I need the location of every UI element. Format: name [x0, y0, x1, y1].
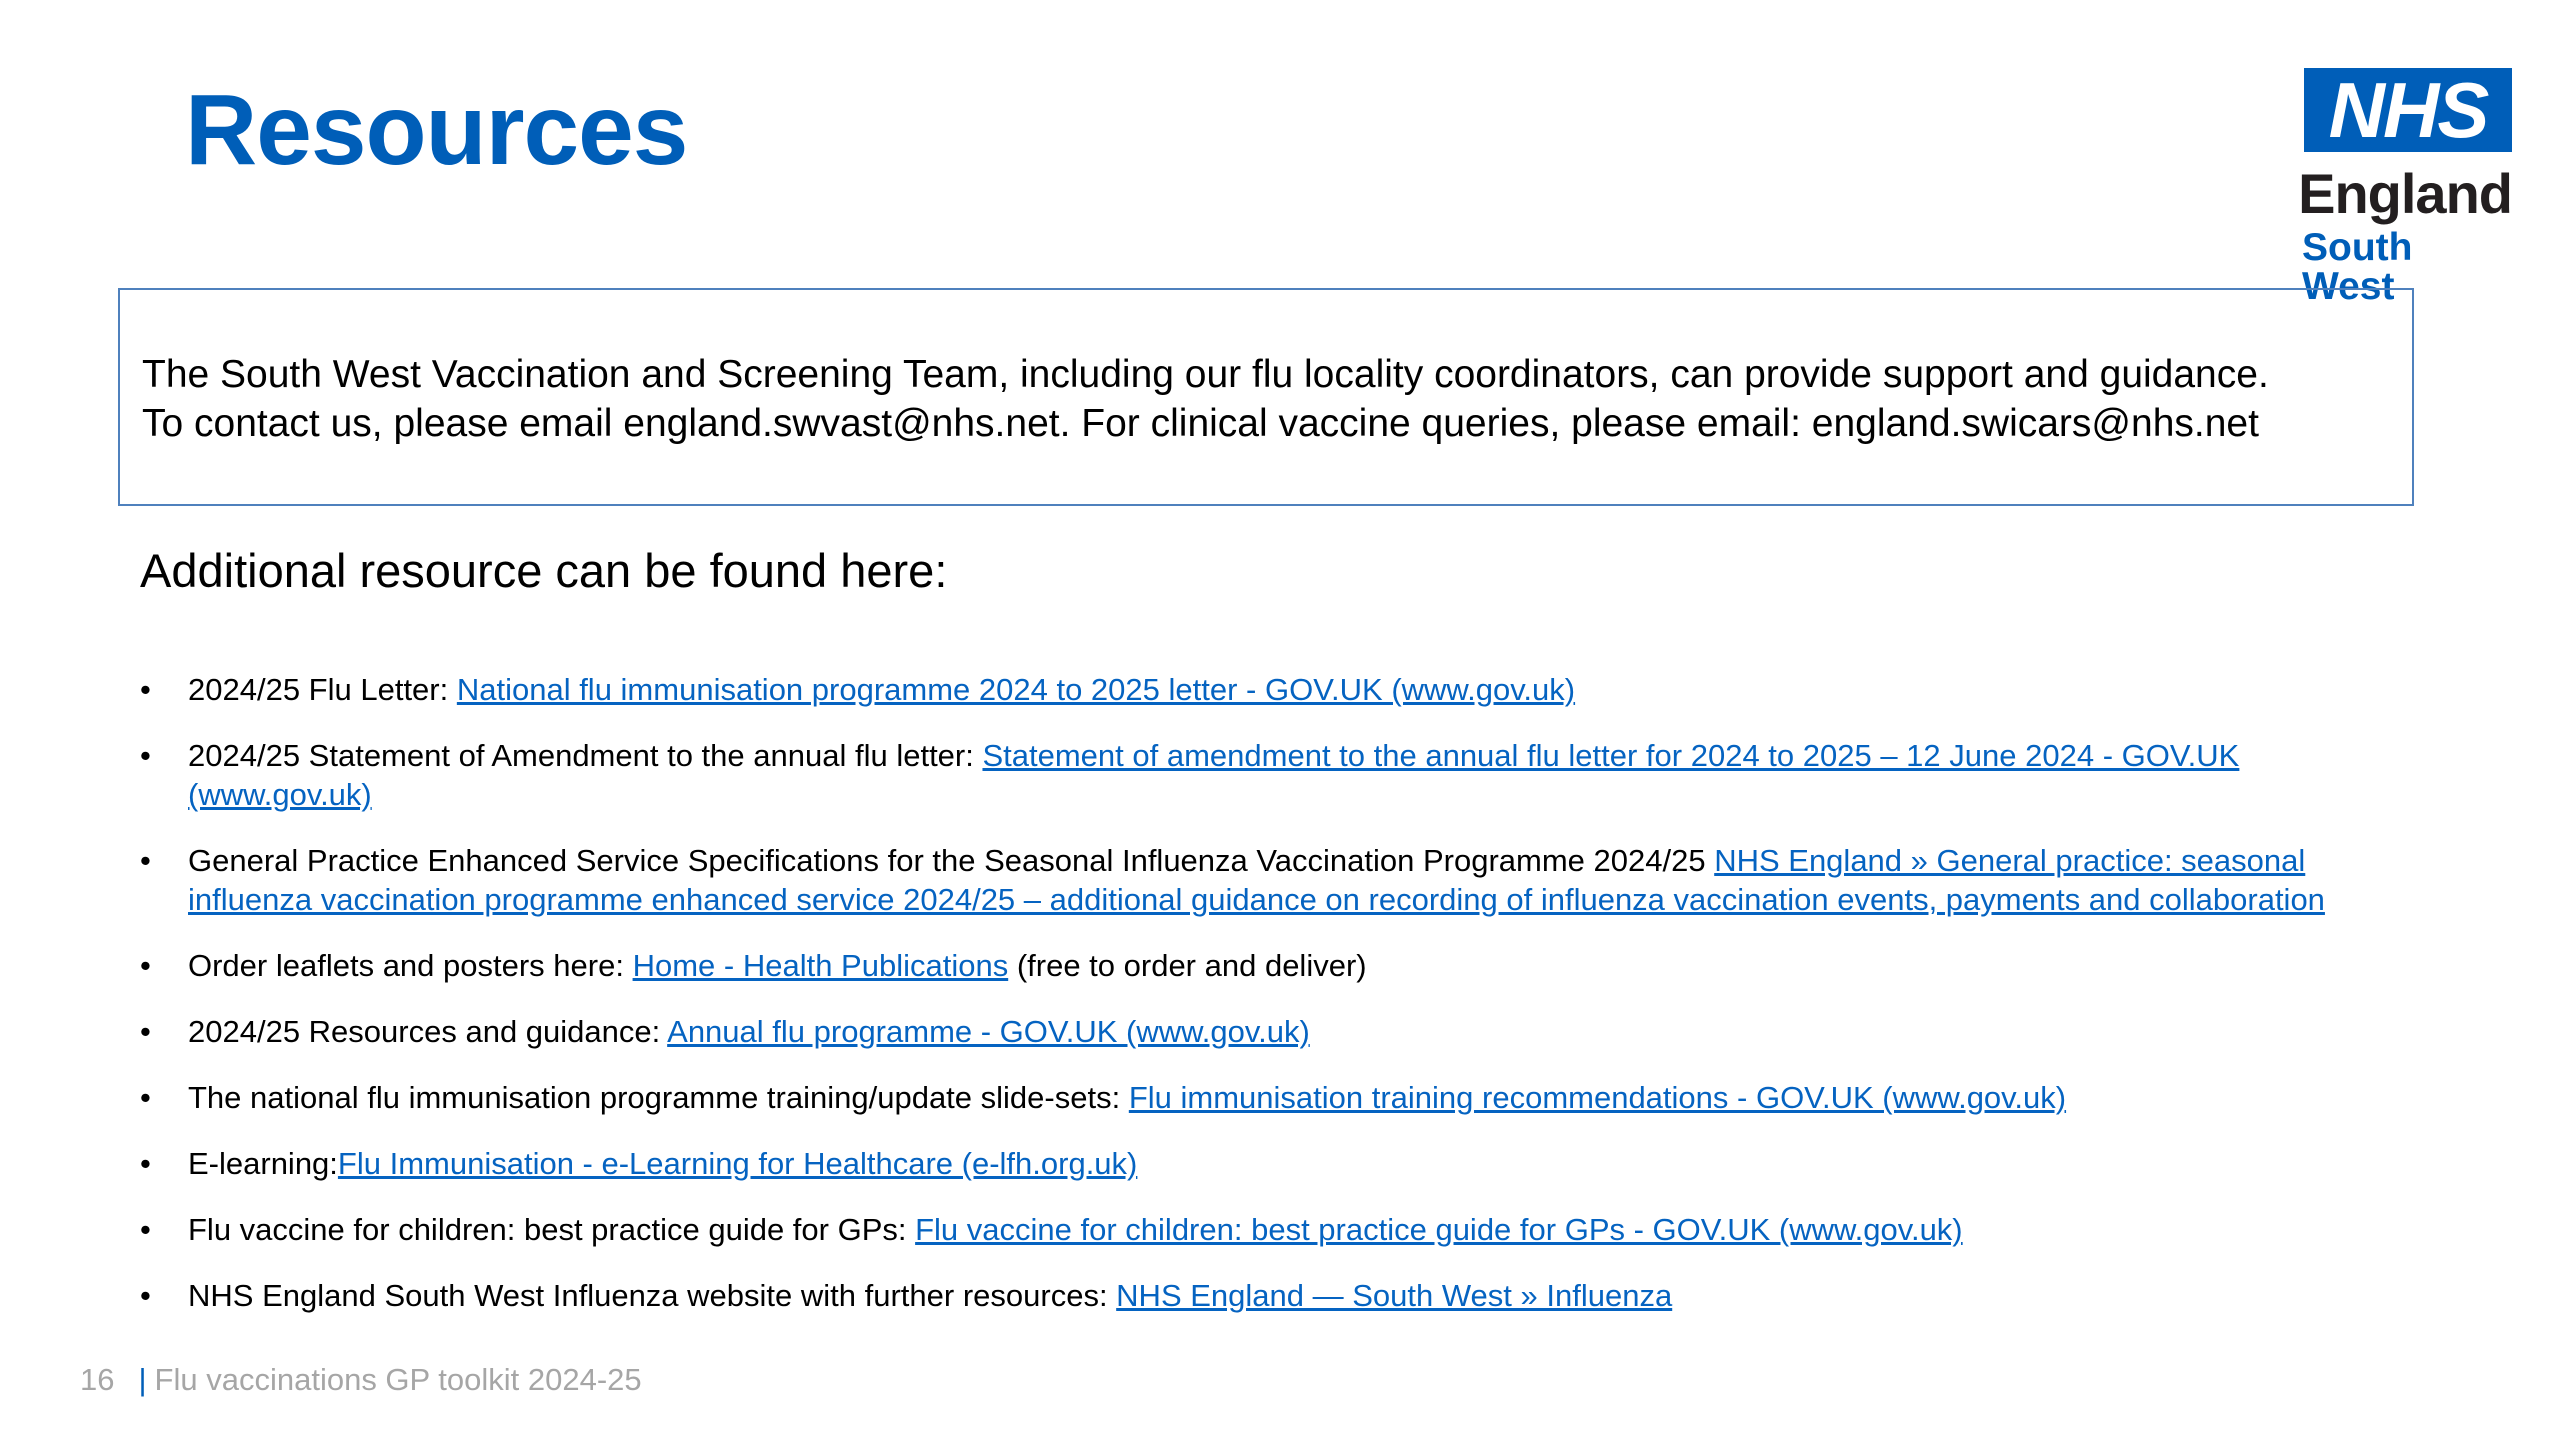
resource-link[interactable]: Statement of amendment to the annual flu letter for 2024 to 2025 – 12 June 2024 - GOV.UK (www.gov.uk)	[188, 738, 2240, 812]
resource-label: 2024/25 Statement of Amendment to the annual flu letter:	[188, 738, 983, 773]
nhs-logo-box: NHS	[2304, 68, 2512, 152]
resource-link[interactable]: NHS England — South West » Influenza	[1116, 1278, 1673, 1313]
resource-item	[140, 1012, 2430, 1051]
resource-suffix: (free to order and deliver)	[1008, 948, 1367, 983]
resource-link[interactable]: Home - Health Publications	[632, 948, 1009, 983]
resource-label: 2024/25 Flu Letter:	[188, 672, 457, 707]
bullet-icon: •	[140, 843, 151, 878]
resource-link[interactable]: Flu immunisation training recommendations - GOV.UK (www.gov.uk)	[1128, 1080, 2067, 1115]
resource-label: General Practice Enhanced Service Specifications for the Seasonal Influenza Vaccination Programme 2024/25	[188, 843, 1715, 878]
resource-list	[140, 670, 2430, 1342]
slide-footer	[80, 1362, 642, 1398]
bullet-icon: •	[140, 1146, 151, 1181]
resource-link[interactable]: Annual flu programme - GOV.UK (www.gov.uk)	[667, 1014, 1310, 1049]
resource-label: The national flu immunisation programme training/update slide-sets:	[188, 1080, 1129, 1115]
resource-label: Flu vaccine for children: best practice guide for GPs:	[188, 1212, 916, 1247]
bullet-icon: •	[140, 672, 151, 707]
resource-item	[140, 946, 2430, 985]
page-number: 16	[80, 1362, 115, 1397]
resource-item	[140, 1210, 2430, 1249]
bullet-icon: •	[140, 1278, 151, 1313]
footer-separator: |	[138, 1362, 147, 1397]
bullet-icon: •	[140, 1080, 151, 1115]
resource-item	[140, 670, 2430, 709]
resource-item	[140, 1144, 2430, 1183]
nhs-england-logo	[2298, 66, 2512, 308]
bullet-icon: •	[140, 948, 151, 983]
footer-text: Flu vaccinations GP toolkit 2024-25	[154, 1362, 642, 1397]
resource-label: E-learning:	[188, 1146, 338, 1181]
logo-england-text: England	[2298, 162, 2512, 225]
contact-line-2: To contact us, please email england.swvast@nhs.net. For clinical vaccine queries, please email: england.swicars@nhs.net	[142, 402, 2259, 445]
resource-link[interactable]: National flu immunisation programme 2024 to 2025 letter - GOV.UK (www.gov.uk)	[456, 672, 1576, 707]
resource-item	[140, 736, 2430, 814]
logo-region-text: South West	[2302, 226, 2413, 308]
page-title: Resources	[185, 74, 688, 186]
bullet-icon: •	[140, 1212, 151, 1247]
resource-label: NHS England South West Influenza website with further resources:	[188, 1278, 1117, 1313]
resource-link[interactable]: Flu vaccine for children: best practice guide for GPs - GOV.UK (www.gov.uk)	[915, 1212, 1963, 1247]
bullet-icon: •	[140, 738, 151, 773]
resource-label: Order leaflets and posters here:	[188, 948, 633, 983]
contact-line-1: The South West Vaccination and Screening Team, including our flu locality coordinators, can provide support and guidance.	[142, 353, 2269, 396]
resource-item	[140, 1078, 2430, 1117]
resource-link[interactable]: Flu Immunisation - e-Learning for Healthcare (e-lfh.org.uk)	[337, 1146, 1138, 1181]
resource-label: 2024/25 Resources and guidance:	[188, 1014, 668, 1049]
resource-item	[140, 1276, 2430, 1315]
bullet-icon: •	[140, 1014, 151, 1049]
resource-link[interactable]: NHS England » General practice: seasonal influenza vaccination programme enhanced service 2024/25 – additional guidance on recording of influenza vaccination events, payments and collaboration	[188, 843, 2325, 917]
resources-heading: Additional resource can be found here:	[140, 544, 948, 597]
resource-item	[140, 841, 2430, 919]
contact-info-box	[118, 288, 2414, 506]
